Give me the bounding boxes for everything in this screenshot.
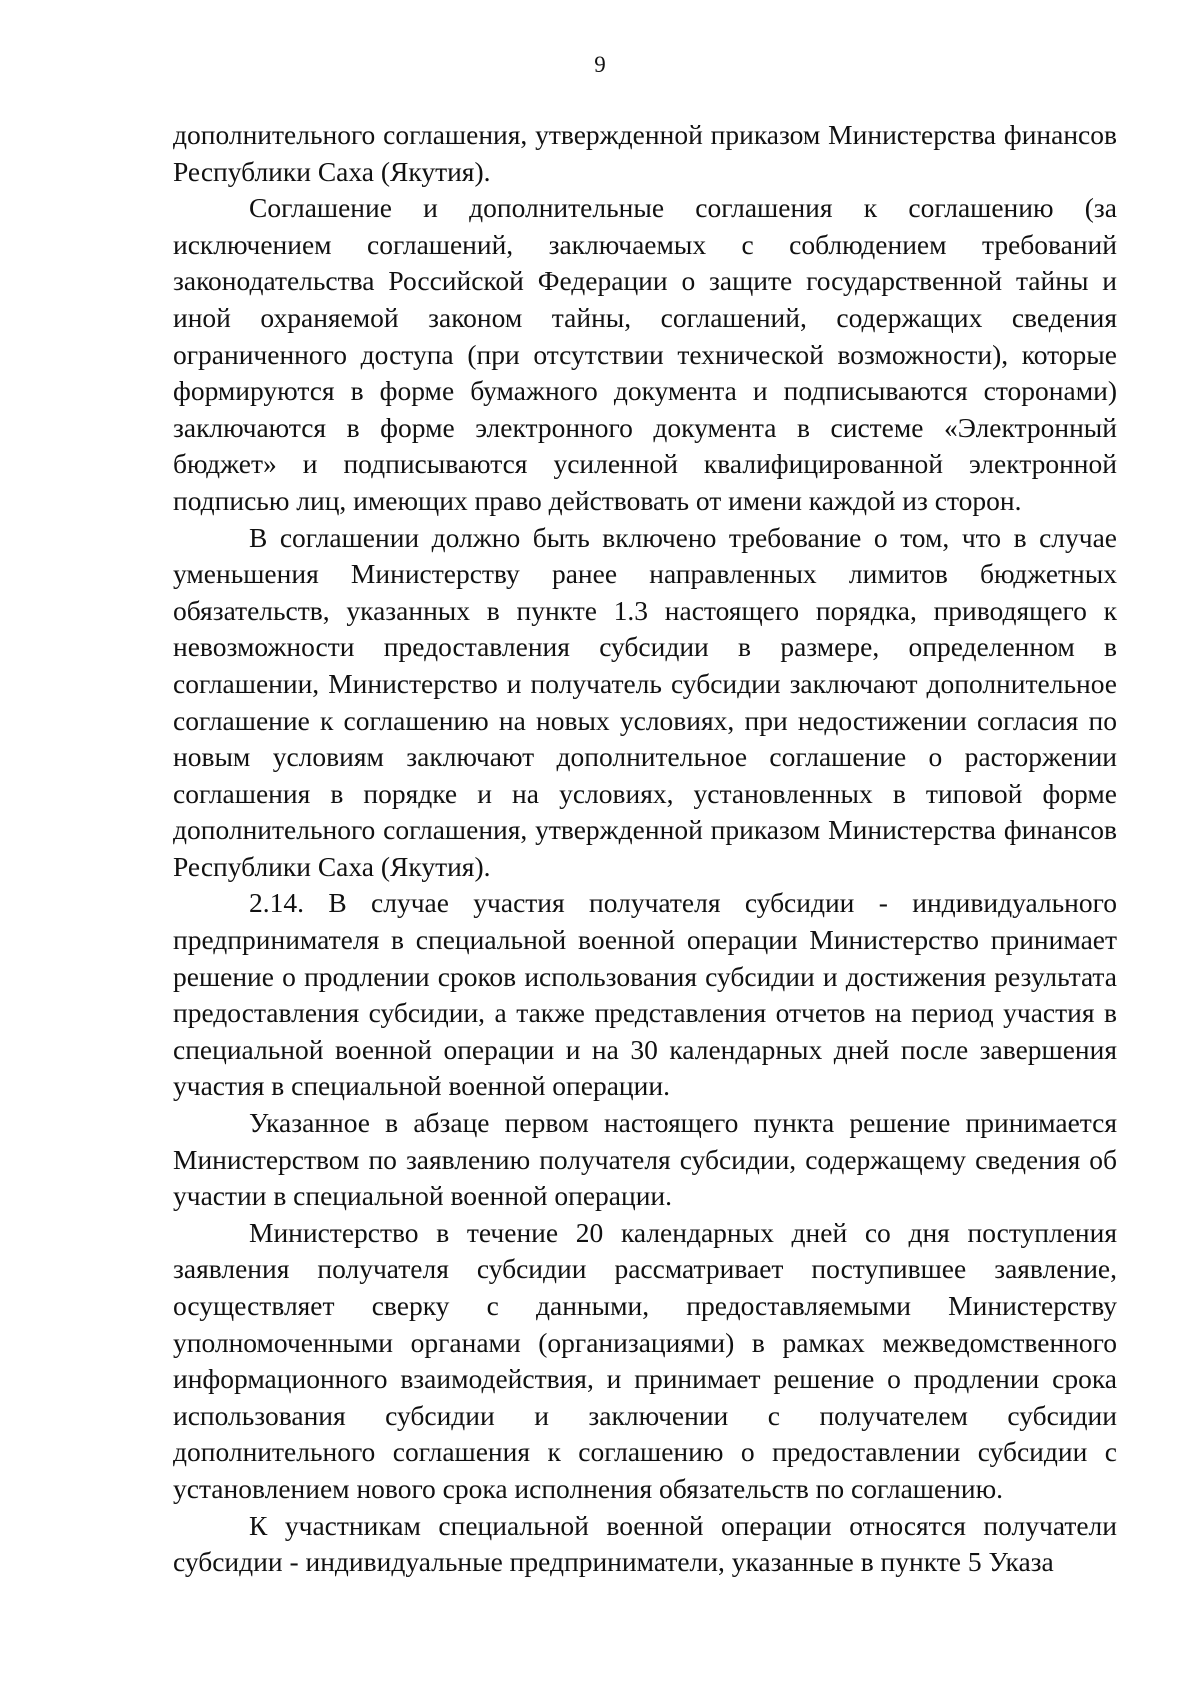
page-number: 9	[594, 52, 606, 77]
paragraph-participants: К участникам специальной военной операции относятся получатели субсидии - индивидуальные предприниматели, указанные в пункте 5 Указа	[173, 1509, 1117, 1578]
paragraph-decision: Указанное в абзаце первом настоящего пункта решение принимается Министерством по заявлению получателя субсидии, содержащему сведения об участии в специальной военной операции.	[173, 1107, 1117, 1212]
paragraph-2-14: 2.14. В случае участия получателя субсидии - индивидуального предпринимателя в специальной военной операции Министерство принимает решение о продлении сроков использования субсидии и достижения результата предоставления субсидии, а также представления отчетов на период участия в специальной военной операции и на 30 календарных дней после завершения участия в специальной военной операции.	[173, 887, 1117, 1102]
paragraph-agreement-form: Соглашение и дополнительные соглашения к соглашению (за исключением соглашений, заключаемых с соблюдением требований законодательства Российской Федерации о защите государственной тайны и иной охраняемой законом тайны, соглашений, содержащих сведения ограниченного доступа (при отсутствии технической возможности), которые формируются в форме бумажного документа и подписываются сторонами) заключаются в форме электронного документа в системе «Электронный бюджет» и подписываются усиленной квалифицированной электронной подписью лиц, имеющих право действовать от имени каждой из сторон.	[173, 192, 1117, 516]
paragraph-continuation: дополнительного соглашения, утвержденной приказом Министерства финансов Республики Саха (Якутия).	[173, 119, 1117, 187]
document-body	[173, 117, 1117, 1581]
paragraph-ministry-review: Министерство в течение 20 календарных дней со дня поступления заявления получателя субсидии рассматривает поступившее заявление, осуществляет сверку с данными, предоставляемыми Министерству уполномоченными органами (организациями) в рамках межведомственного информационного взаимодействия, и принимает решение о продлении срока использования субсидии и заключении с получателем субсидии дополнительного соглашения к соглашению о предоставлении субсидии с установлением нового срока исполнения обязательств по соглашению.	[173, 1216, 1117, 1504]
paragraph-budget-limits: В соглашении должно быть включено требование о том, что в случае уменьшения Министерству ранее направленных лимитов бюджетных обязательств, указанных в пункте 1.3 настоящего порядка, приводящего к невозможности предоставления субсидии в размере, определенном в соглашении, Министерство и получатель субсидии заключают дополнительное соглашение к соглашению на новых условиях, при недостижении согласия по новым условиям заключают дополнительное соглашение о расторжении соглашения в порядке и на условиях, установленных в типовой форме дополнительного соглашения, утвержденной приказом Министерства финансов Республики Саха (Якутия).	[173, 521, 1117, 882]
